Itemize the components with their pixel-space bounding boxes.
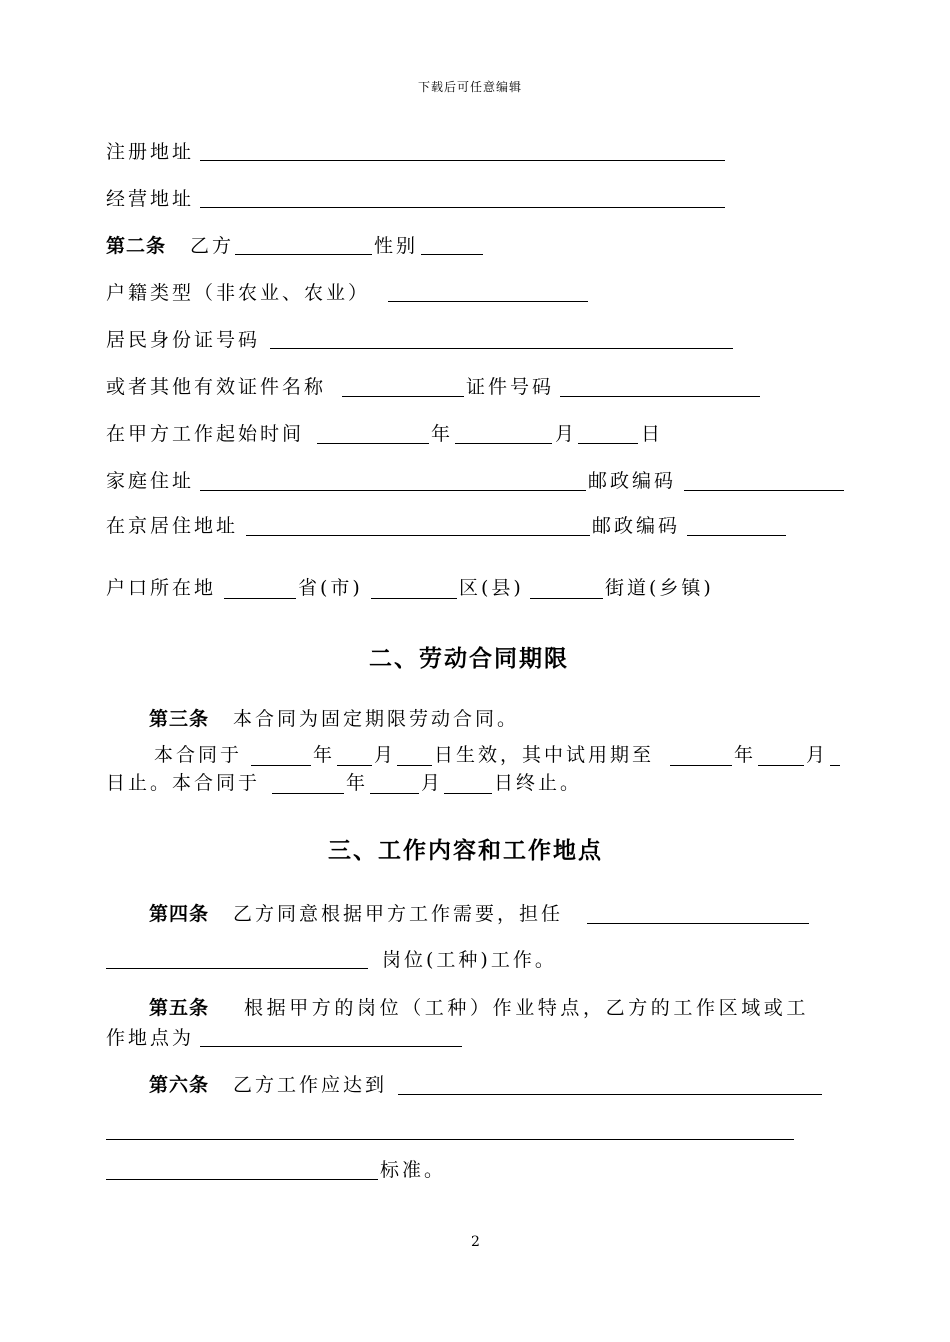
other-id-name-label: 或者其他有效证件名称 [106, 376, 327, 398]
position-blank-2[interactable] [106, 968, 368, 969]
home-postcode-label: 邮政编码 [588, 470, 677, 492]
beijing-address-blank[interactable] [246, 535, 590, 536]
position-blank[interactable] [587, 923, 809, 924]
start-month-label: 月 [555, 423, 578, 445]
home-address-label: 家庭住址 [106, 470, 195, 492]
other-id-number-label: 证件号码 [466, 376, 555, 398]
hukou-type-blank[interactable] [388, 301, 588, 302]
end-month-blank[interactable] [370, 793, 419, 794]
street-blank[interactable] [530, 598, 603, 599]
article-4-text: 乙方同意根据甲方工作需要，担任 [233, 903, 564, 925]
business-address-label: 经营地址 [106, 188, 195, 210]
probation-month-label: 月 [806, 744, 829, 766]
province-blank[interactable] [224, 598, 296, 599]
article-2-label: 第二条 [106, 235, 167, 257]
article-6-label: 第六条 [149, 1074, 210, 1096]
street-label: 街道(乡镇) [605, 577, 714, 599]
start-month-blank[interactable] [455, 443, 552, 444]
effective-day-blank[interactable] [397, 765, 432, 766]
start-day-blank[interactable] [578, 443, 638, 444]
start-year-label: 年 [431, 423, 454, 445]
effective-year-blank[interactable] [251, 765, 311, 766]
article-4-label: 第四条 [149, 903, 210, 925]
end-day-blank[interactable] [444, 793, 492, 794]
end-year-label: 年 [346, 772, 369, 794]
article-3-label: 第三条 [149, 708, 210, 730]
other-id-number-blank[interactable] [560, 396, 760, 397]
beijing-postcode-blank[interactable] [687, 535, 786, 536]
article-5-line2: 作地点为 [106, 1027, 195, 1049]
effective-pre: 本合同于 [154, 744, 243, 766]
work-standard-blank[interactable] [398, 1094, 822, 1095]
probation-year-label: 年 [734, 744, 757, 766]
section-3-title: 三、工作内容和工作地点 [328, 838, 603, 864]
id-number-label: 居民身份证号码 [106, 329, 261, 351]
article-6-text: 乙方工作应达到 [233, 1074, 388, 1096]
gender-blank[interactable] [421, 254, 483, 255]
probation-month-blank[interactable] [758, 765, 804, 766]
probation-day-blank[interactable] [830, 765, 840, 766]
registered-address-label: 注册地址 [106, 141, 195, 163]
business-address-blank[interactable] [200, 207, 725, 208]
district-blank[interactable] [371, 598, 457, 599]
end-year-blank[interactable] [272, 793, 344, 794]
home-postcode-blank[interactable] [684, 490, 844, 491]
effective-month-label: 月 [374, 744, 397, 766]
home-address-blank[interactable] [200, 490, 586, 491]
beijing-address-label: 在京居住地址 [106, 515, 239, 537]
start-year-blank[interactable] [317, 443, 429, 444]
district-label: 区(县) [459, 577, 524, 599]
hukou-type-label: 户籍类型（非农业、农业） [106, 282, 371, 304]
end-month-label: 月 [421, 772, 444, 794]
article-6-suffix: 标准。 [380, 1159, 447, 1181]
beijing-postcode-label: 邮政编码 [592, 515, 681, 537]
probation-year-blank[interactable] [670, 765, 732, 766]
start-day-label: 日 [641, 423, 664, 445]
work-location-blank[interactable] [200, 1046, 462, 1047]
stop-text: 日止。本合同于 [106, 772, 261, 794]
work-standard-blank-2[interactable] [106, 1139, 794, 1140]
effective-mid: 日生效，其中试用期至 [434, 744, 655, 766]
end-suffix: 日终止。 [494, 772, 583, 794]
section-2-title: 二、劳动合同期限 [369, 646, 569, 672]
effective-year-label: 年 [313, 744, 336, 766]
effective-month-blank[interactable] [337, 765, 372, 766]
other-id-name-blank[interactable] [342, 396, 464, 397]
article-5-text: 根据甲方的岗位（工种）作业特点，乙方的工作区域或工 [244, 997, 810, 1019]
hukou-location-label: 户口所在地 [106, 577, 217, 599]
start-time-label: 在甲方工作起始时间 [106, 423, 305, 445]
article-2-party: 乙方 [190, 235, 235, 257]
page-number: 2 [471, 1234, 480, 1250]
article-3-text: 本合同为固定期限劳动合同。 [233, 708, 520, 730]
article-5-label: 第五条 [149, 997, 210, 1019]
party-b-name-blank[interactable] [235, 254, 372, 255]
article-4-suffix: 岗位(工种)工作。 [382, 949, 557, 971]
page-header: 下载后可任意编辑 [418, 80, 523, 94]
work-standard-blank-3[interactable] [106, 1179, 378, 1180]
id-number-blank[interactable] [270, 348, 733, 349]
province-label: 省(市) [298, 577, 363, 599]
registered-address-blank[interactable] [200, 160, 725, 161]
gender-label: 性别 [374, 235, 419, 257]
